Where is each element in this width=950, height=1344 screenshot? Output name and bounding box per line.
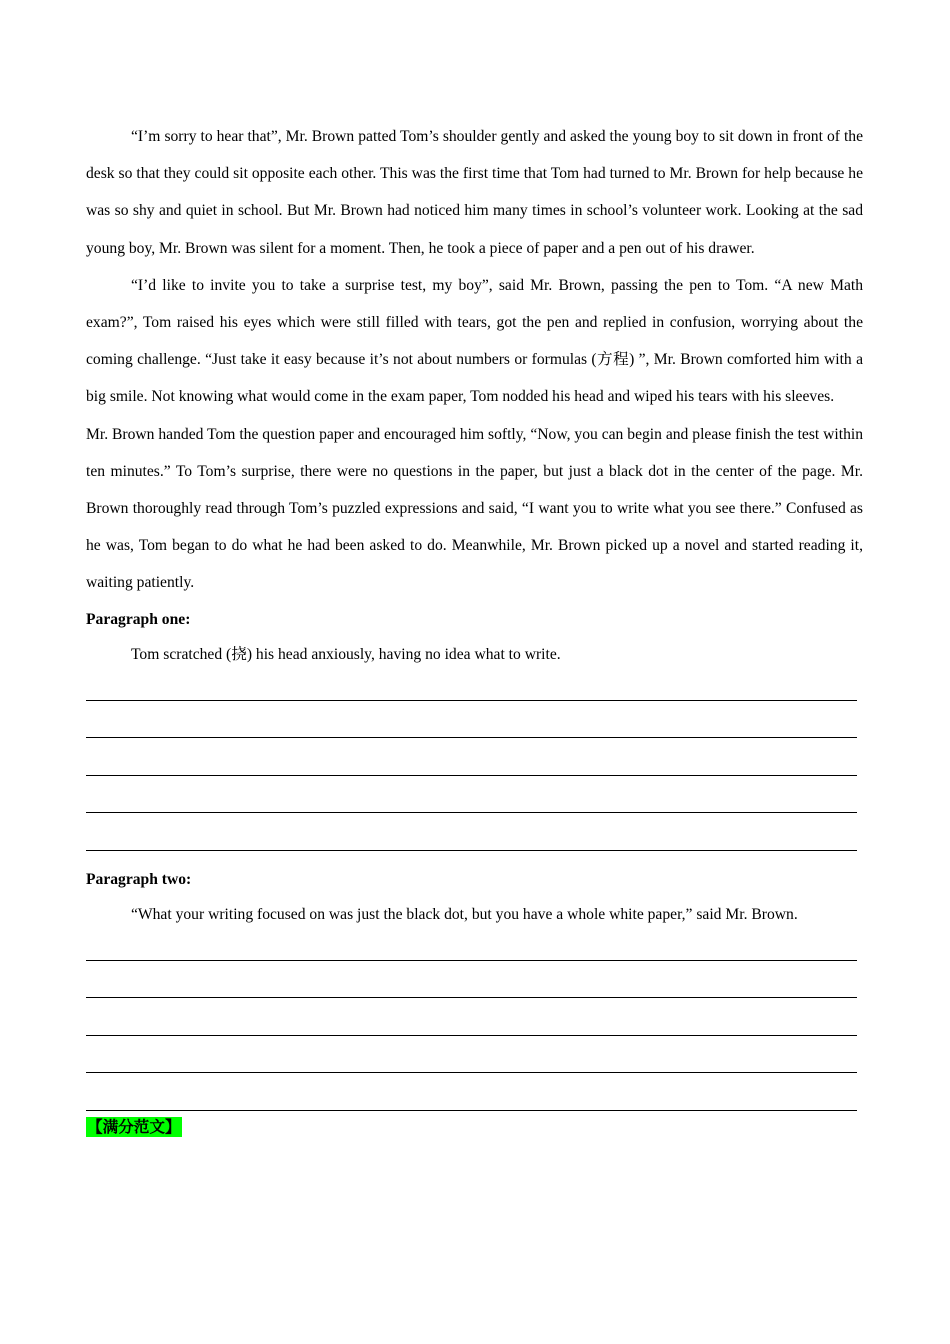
passage-paragraph-3: Mr. Brown handed Tom the question paper and encouraged him softly, “Now, you can begin and please finish the test within ten minutes.” To Tom’s surprise, there were no questions in the paper, but just a black dot in the center of the page. Mr. Brown thoroughly read through Tom’s puzzled expressions and said, “I want you to write what you see there.” Confused as he was, Tom began to do what he had been asked to do. Meanwhile, Mr. Brown picked up a novel and started reading it, waiting patiently. xyxy=(86,425,863,592)
answer-line[interactable] xyxy=(86,1073,857,1111)
paragraph-two-answer-lines xyxy=(86,934,863,1111)
paragraph-two-heading: Paragraph two: xyxy=(86,870,192,888)
model-essay-badge: 【满分范文】 xyxy=(87,1117,181,1136)
answer-line[interactable] xyxy=(86,738,857,776)
paragraph-one-heading: Paragraph one: xyxy=(86,610,191,628)
passage-paragraph-1: “I’m sorry to hear that”, Mr. Brown patted Tom’s shoulder gently and asked the young boy to sit down in front of the desk so that they could sit opposite each other. This was the first time that Tom had turned to Mr. Brown for help because he was so shy and quiet in school. But Mr. Brown had noticed him many times in school’s volunteer work. Looking at the sad young boy, Mr. Brown was silent for a moment. Then, he took a piece of paper and a pen out of his drawer. xyxy=(86,128,863,257)
document-page xyxy=(86,118,863,1137)
paragraph-one-answer-lines xyxy=(86,674,863,851)
paragraph-one-prompt: Tom scratched (挠) his head anxiously, having no idea what to write. xyxy=(131,645,561,663)
answer-line[interactable] xyxy=(86,934,857,961)
answer-line[interactable] xyxy=(86,998,857,1036)
paragraph-two-prompt: “What your writing focused on was just the black dot, but you have a whole white paper,” said Mr. Brown. xyxy=(131,905,798,923)
answer-line[interactable] xyxy=(86,674,857,701)
answer-line[interactable] xyxy=(86,776,857,814)
answer-line[interactable] xyxy=(86,701,857,739)
answer-line[interactable] xyxy=(86,961,857,999)
passage-paragraph-2: “I’d like to invite you to take a surprise test, my boy”, said Mr. Brown, passing the pen to Tom. “A new Math exam?”, Tom raised his eyes which were still filled with tears, got the pen and replied in confusion, worrying about the coming challenge. “Just take it easy because it’s not about numbers or formulas (方程) ”, Mr. Brown comforted him with a big smile. Not knowing what would come in the exam paper, Tom nodded his head and wiped his tears with his sleeves. xyxy=(86,276,863,406)
answer-line[interactable] xyxy=(86,813,857,851)
answer-line[interactable] xyxy=(86,1036,857,1074)
